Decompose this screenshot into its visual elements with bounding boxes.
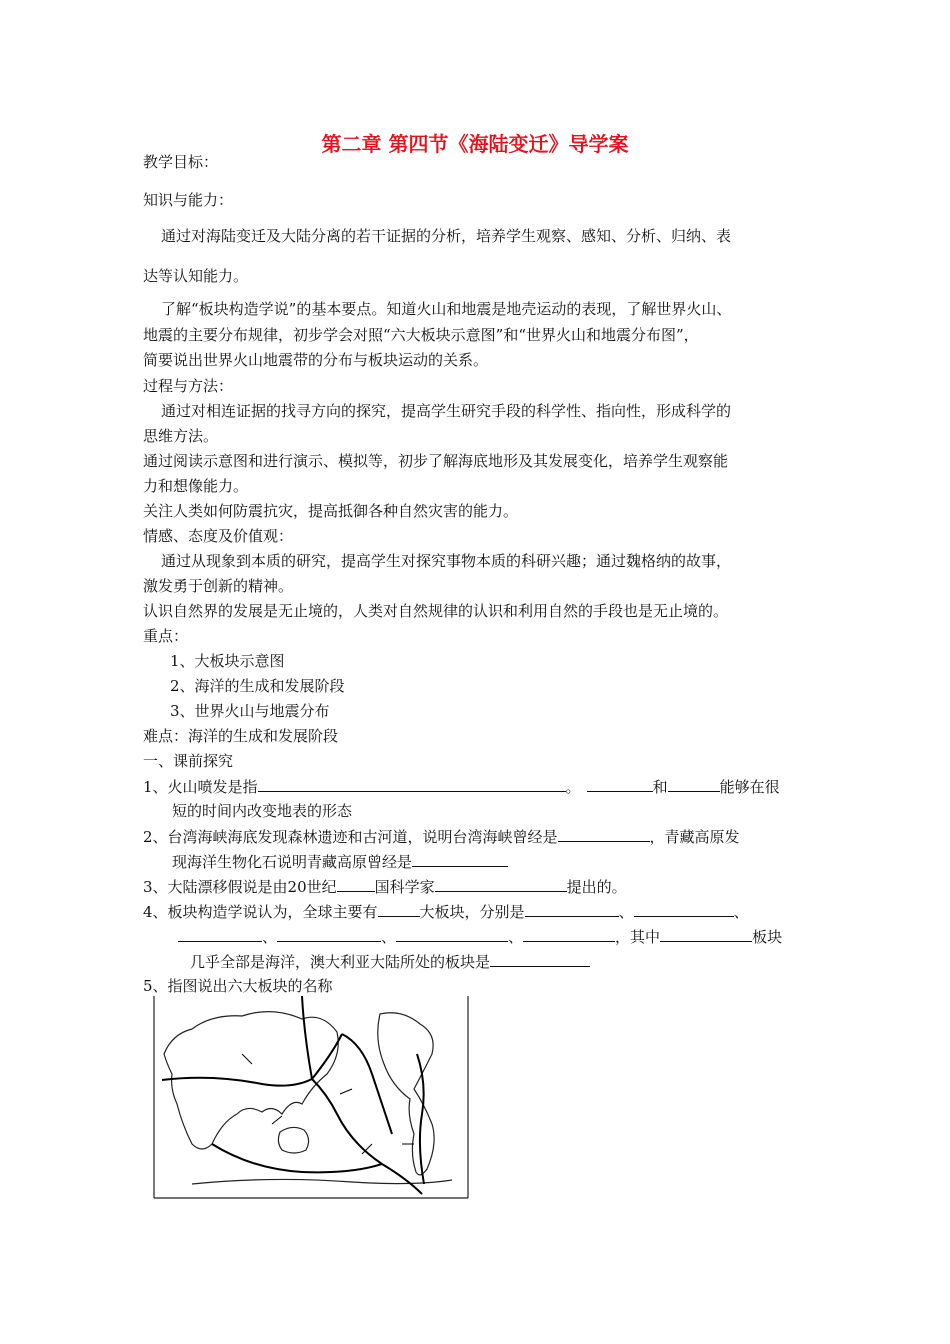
question-1: 1、火山喷发是指 。 和 能够在很: [143, 778, 780, 796]
antarctica-outline: [192, 1179, 452, 1184]
key-point-item: 2、海洋的生成和发展阶段: [170, 677, 345, 695]
answer-blank[interactable]: [525, 901, 619, 917]
americas-outline: [378, 1013, 434, 1175]
answer-blank[interactable]: [337, 876, 375, 892]
plate-arrow: [272, 1116, 282, 1124]
emotion-p2: 认识自然界的发展是无止境的，人类对自然规律的认识和利用自然的手段也是无止境的。: [143, 602, 729, 620]
answer-blank[interactable]: [258, 776, 566, 792]
knowledge-p2c: 简要说出世界火山地震带的分布与板块运动的关系。: [143, 351, 489, 369]
process-p3: 关注人类如何防震抗灾，提高抵御各种自然灾害的能力。: [143, 502, 519, 520]
difficulty: 难点：海洋的生成和发展阶段: [143, 727, 339, 745]
answer-blank[interactable]: [558, 826, 650, 842]
answer-blank[interactable]: [435, 876, 567, 892]
key-points-heading: 重点：: [143, 627, 189, 645]
process-heading: 过程与方法：: [143, 377, 234, 395]
answer-blank[interactable]: [412, 851, 508, 867]
plate-arrow: [242, 1054, 252, 1064]
answer-blank[interactable]: [523, 926, 615, 942]
knowledge-p2b: 地震的主要分布规律，初步学会对照“六大板块示意图”和“世界火山和地震分布图”，: [143, 326, 699, 344]
page-title: 第二章 第四节《海陆变迁》导学案: [321, 132, 629, 156]
process-p2b: 力和想像能力。: [143, 477, 249, 495]
plate-boundary: [212, 1144, 382, 1172]
answer-blank[interactable]: [490, 951, 590, 967]
answer-blank[interactable]: [178, 926, 262, 942]
answer-blank[interactable]: [378, 901, 420, 917]
knowledge-heading: 知识与能力：: [143, 191, 234, 209]
question-4: 4、板块构造学说认为，全球主要有 大板块，分别是 、 、: [143, 903, 749, 921]
plate-map: [152, 994, 470, 1200]
question-2: 2、台湾海峡海底发现森林遗迹和古河道，说明台湾海峡曾经是 ，青藏高原发: [143, 828, 740, 846]
process-p1b: 思维方法。: [143, 427, 219, 445]
question-3: 3、大陆漂移假说是由20世纪 国科学家 提出的。: [143, 878, 627, 896]
answer-blank[interactable]: [660, 926, 752, 942]
knowledge-p1a: 通过对海陆变迁及大陆分离的若干证据的分析，培养学生观察、感知、分析、归纳、表: [161, 227, 732, 245]
emotion-heading: 情感、态度及价值观：: [143, 527, 294, 545]
plate-arrow: [340, 1089, 352, 1094]
answer-blank[interactable]: [668, 776, 720, 792]
process-p1a: 通过对相连证据的找寻方向的探究，提高学生研究手段的科学性、指向性，形成科学的: [161, 402, 732, 420]
knowledge-p1b: 达等认知能力。: [143, 267, 249, 285]
answer-blank[interactable]: [634, 901, 734, 917]
question-4-cont2: 几乎全部是海洋，澳大利亚大陆所处的板块是: [190, 951, 590, 972]
process-p2a: 通过阅读示意图和进行演示、模拟等，初步了解海底地形及其发展变化，培养学生观察能: [143, 452, 729, 470]
question-1-cont: 短的时间内改变地表的形态: [172, 802, 353, 820]
plate-boundary: [302, 996, 312, 1079]
plate-boundary: [417, 1054, 424, 1184]
emotion-p1b: 激发勇于创新的精神。: [143, 577, 294, 595]
key-point-item: 1、大板块示意图: [170, 652, 285, 670]
answer-blank[interactable]: [587, 776, 653, 792]
answer-blank[interactable]: [396, 926, 508, 942]
answer-blank[interactable]: [277, 926, 381, 942]
plate-boundary: [162, 1034, 342, 1086]
australia-outline: [278, 1127, 308, 1153]
objectives-heading: 教学目标：: [143, 153, 219, 171]
plate-boundary: [342, 1034, 392, 1134]
section-heading: 一、课前探究: [143, 752, 234, 770]
question-2-cont: 现海洋生物化石说明青藏高原曾经是: [172, 851, 508, 872]
question-5: 5、指图说出六大板块的名称: [143, 977, 333, 995]
question-4-cont: 、 、 、 ，其中 板块: [178, 926, 782, 947]
key-point-item: 3、世界火山与地震分布: [170, 702, 330, 720]
emotion-p1a: 通过从现象到本质的研究，提高学生对探究事物本质的科研兴趣；通过魏格纳的故事，: [161, 552, 732, 570]
knowledge-p2a: 了解“板块构造学说”的基本要点。知道火山和地震是地壳运动的表现，了解世界火山、: [161, 300, 732, 318]
